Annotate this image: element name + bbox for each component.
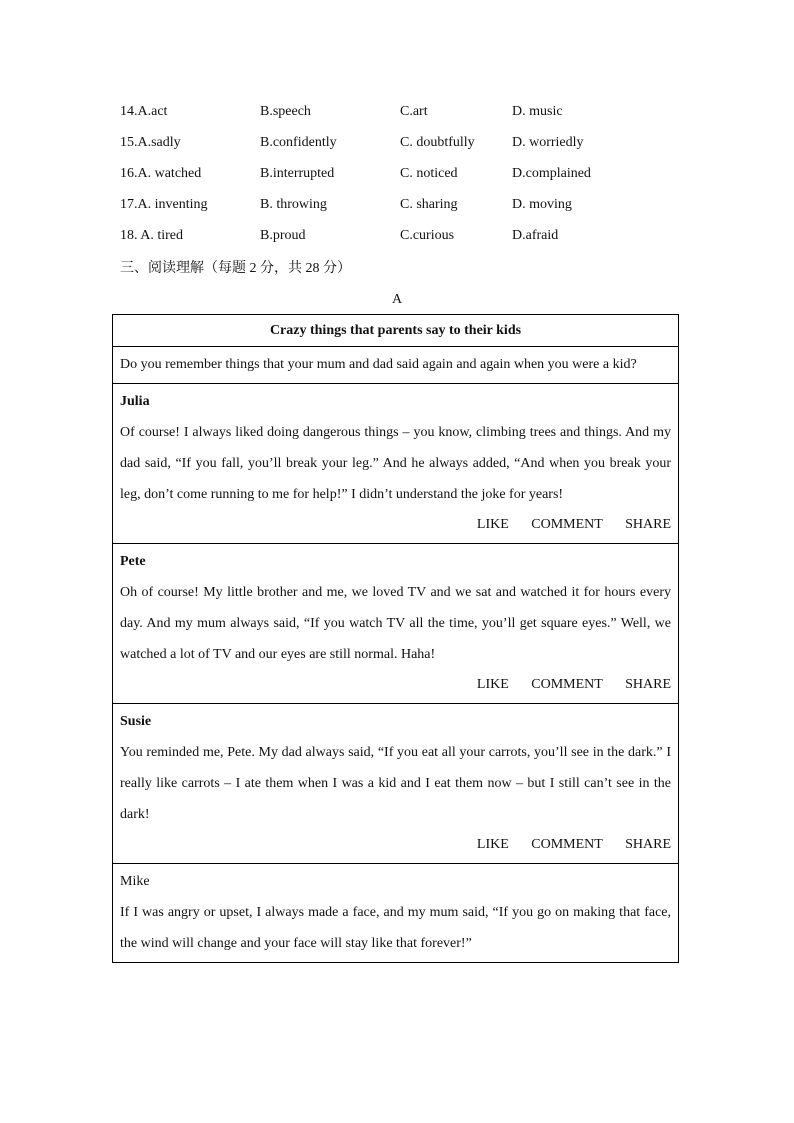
option-a: 16.A. watched <box>120 166 202 181</box>
choice-row-16 <box>120 162 680 193</box>
option-a: 15.A.sadly <box>120 135 181 150</box>
option-c: C. sharing <box>400 197 458 212</box>
post-author: Pete <box>120 554 146 569</box>
choice-row-17 <box>120 193 680 224</box>
option-b: B. throwing <box>260 197 327 212</box>
option-c: C. noticed <box>400 166 458 181</box>
post-text: You reminded me, Pete. My dad always said, “If you eat all your carrots, you’ll see in the dark.” I really like carrots – I ate them when I was a kid and I eat them now – but I still can’t see in the dark! <box>120 745 671 822</box>
option-d: D.complained <box>512 166 591 181</box>
option-d: D.afraid <box>512 228 559 243</box>
option-c: C.curious <box>400 228 455 243</box>
option-d: D. moving <box>512 197 572 212</box>
like-link[interactable]: LIKE <box>476 837 509 852</box>
share-link[interactable]: SHARE <box>625 517 671 532</box>
choice-row-18 <box>120 224 680 255</box>
option-b: B.interrupted <box>260 166 335 181</box>
option-b: B.speech <box>260 104 311 119</box>
post-mike <box>113 863 678 962</box>
choice-row-15 <box>120 131 680 162</box>
share-link[interactable]: SHARE <box>625 677 671 692</box>
option-d: D. music <box>512 104 563 119</box>
option-b: B.confidently <box>260 135 337 150</box>
like-link[interactable]: LIKE <box>476 677 509 692</box>
post-julia <box>113 383 678 543</box>
passage-table <box>112 314 679 963</box>
multiple-choice-options <box>120 100 680 255</box>
like-link[interactable]: LIKE <box>476 517 509 532</box>
option-c: C.art <box>400 104 428 119</box>
post-actions <box>120 830 671 860</box>
post-author: Mike <box>120 874 150 889</box>
option-a: 18. A. tired <box>120 228 183 243</box>
comment-link[interactable]: COMMENT <box>531 517 603 532</box>
post-text: If I was angry or upset, I always made a face, and my mum said, “If you go on making that face, the wind will change and your face will stay like that forever!” <box>120 905 671 951</box>
section-heading: 三、阅读理解（每题 2 分，共 28 分） <box>120 261 351 276</box>
passage-intro: Do you remember things that your mum and dad said again and again when you were a kid? <box>113 346 678 383</box>
comment-link[interactable]: COMMENT <box>531 677 603 692</box>
passage-letter: A <box>391 292 403 307</box>
option-c: C. doubtfully <box>400 135 475 150</box>
option-a: 17.A. inventing <box>120 197 208 212</box>
post-author: Susie <box>120 714 152 729</box>
post-text: Of course! I always liked doing dangerous things – you know, climbing trees and things. And my dad said, “If you fall, you’ll break your leg.” And he always added, “And when you break your leg, don’t come running to me for help!” I didn’t understand the joke for years! <box>120 425 671 502</box>
passage-title: Crazy things that parents say to their kids <box>269 323 522 338</box>
share-link[interactable]: SHARE <box>625 837 671 852</box>
post-text: Oh of course! My little brother and me, we loved TV and we sat and watched it for hours every day. And my mum always said, “If you watch TV all the time, you’ll get square eyes.” Well, we watched a lot of TV and our eyes are still normal. Haha! <box>120 585 671 662</box>
option-b: B.proud <box>260 228 306 243</box>
post-susie <box>113 703 678 863</box>
option-a: 14.A.act <box>120 104 168 119</box>
comment-link[interactable]: COMMENT <box>531 837 603 852</box>
post-actions <box>120 510 671 540</box>
post-pete <box>113 543 678 703</box>
choice-row-14 <box>120 100 680 131</box>
post-author: Julia <box>120 394 150 409</box>
post-actions <box>120 670 671 700</box>
option-d: D. worriedly <box>512 135 584 150</box>
